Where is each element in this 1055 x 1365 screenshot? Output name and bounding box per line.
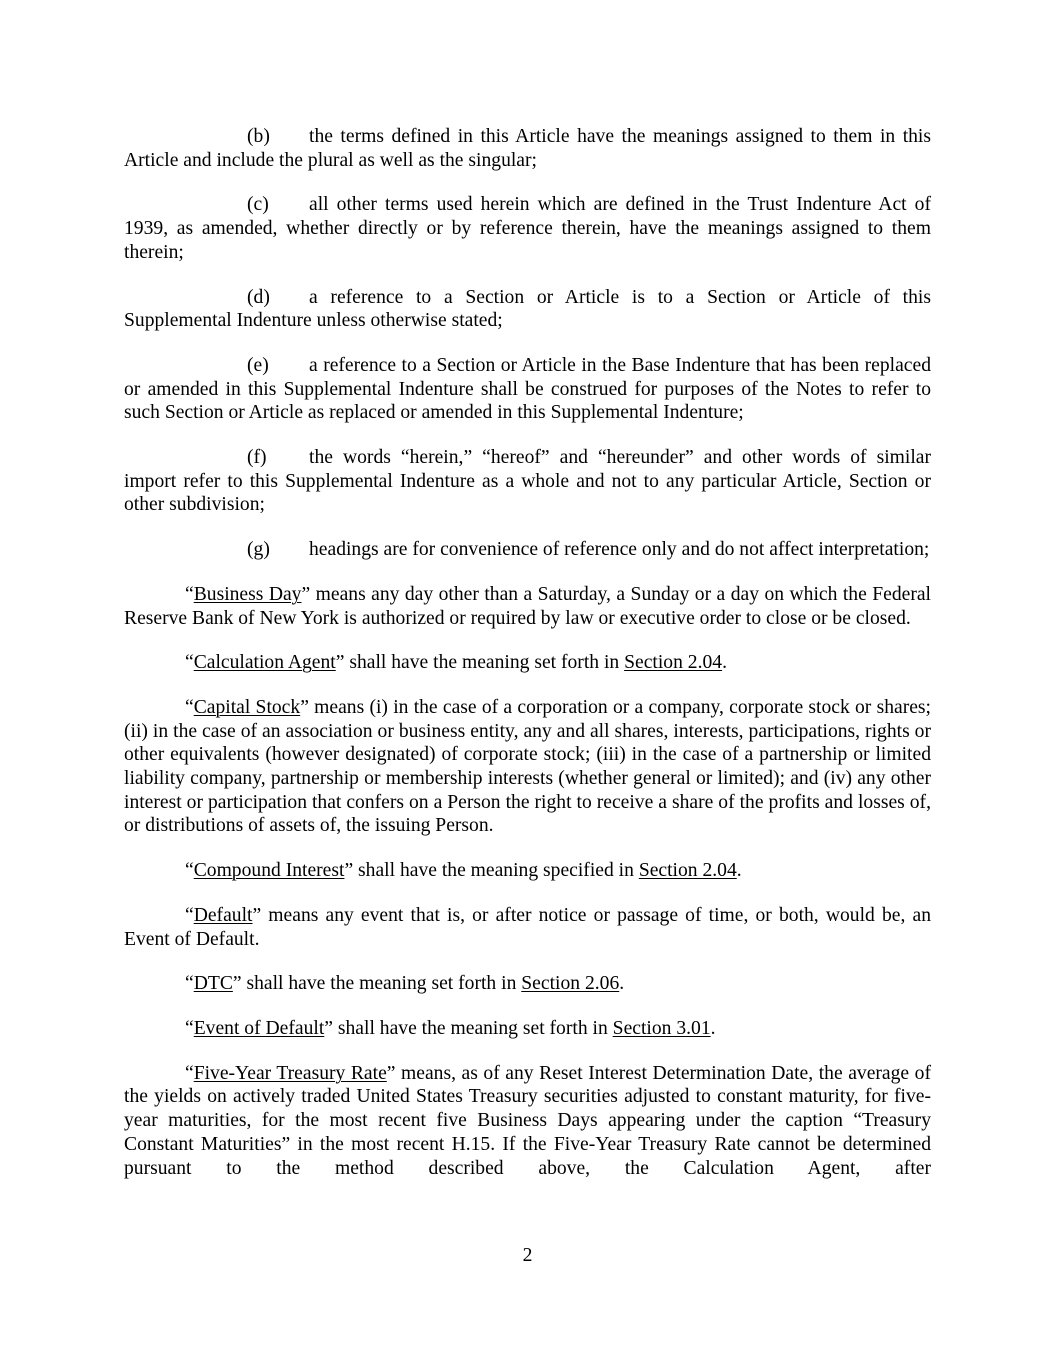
definition-business-day bbox=[124, 583, 931, 630]
defined-term: Calculation Agent bbox=[193, 652, 336, 674]
clause-text: a reference to a Section or Article in the Base Indenture that has been replaced or amended in this Supplemental Indenture shall be construed for purposes of the Notes to refer to such Section or Article as replaced or amended in this Supplemental Indenture; bbox=[124, 354, 931, 424]
section-reference: Section 2.06 bbox=[521, 973, 620, 995]
definition-text: ” means any day other than a Saturday, a Sunday or a day on which the Federal Reserve Bank of New York is authorized or required by law or executive order to close or be closed. bbox=[124, 583, 931, 629]
open-quote: “ bbox=[185, 652, 194, 674]
definition-default bbox=[124, 904, 931, 951]
definition-end: . bbox=[619, 973, 625, 995]
defined-term: DTC bbox=[193, 973, 233, 995]
definition-five-year-treasury-rate bbox=[124, 1062, 931, 1181]
defined-term: Compound Interest bbox=[193, 860, 345, 882]
definition-event-of-default bbox=[124, 1017, 931, 1041]
clause-text: headings are for convenience of reference only and do not affect interpretation; bbox=[309, 539, 930, 561]
definition-text: ” shall have the meaning set forth in bbox=[335, 652, 625, 674]
section-reference: Section 3.01 bbox=[612, 1017, 711, 1039]
definition-text: ” shall have the meaning set forth in bbox=[324, 1017, 613, 1039]
definition-compound-interest bbox=[124, 859, 931, 883]
open-quote: “ bbox=[185, 1062, 194, 1084]
open-quote: “ bbox=[185, 904, 194, 926]
clause-text: a reference to a Section or Article is to a Section or Article of this Supplemental Indenture unless otherwise stated; bbox=[124, 286, 931, 332]
clause-e bbox=[124, 354, 931, 425]
section-reference: Section 2.04 bbox=[638, 860, 737, 882]
open-quote: “ bbox=[185, 973, 194, 995]
definition-text: ” means, as of any Reset Interest Determination Date, the average of the yields on actively traded United States Treasury securities adjusted to constant maturity, for five-year maturities, for the most recent five Business Days appearing under the caption “Treasury Constant Maturities” in the most recent H.15. If the Five-Year Treasury Rate cannot be determined pursuant to the method described above, the Calculation Agent, after bbox=[124, 1062, 931, 1179]
defined-term: Event of Default bbox=[193, 1017, 325, 1039]
clause-label: (b) bbox=[247, 126, 270, 147]
definition-end: . bbox=[736, 860, 742, 882]
definition-text: ” means (i) in the case of a corporation or a company, corporate stock or shares; (ii) in the case of an association or business entity, any and all shares, interests, participations, rights or other equivalents (however designated) of corporate stock; (iii) in the case of a partnership or limited liability company, partnership or membership interests (whether general or limited); and (iv) any other interest or participation that confers on a Person the right to receive a share of the profits and losses of, or distributions of assets of, the issuing Person. bbox=[124, 696, 931, 837]
clause-c bbox=[124, 193, 931, 264]
clause-label: (g) bbox=[247, 539, 270, 561]
open-quote: “ bbox=[185, 583, 194, 605]
definition-end: . bbox=[710, 1017, 716, 1039]
clause-text: the words “herein,” “hereof” and “hereunder” and other words of similar import refer to this Supplemental Indenture as a whole and not to any particular Article, Section or other subdivision; bbox=[124, 447, 931, 516]
clause-b bbox=[124, 125, 931, 172]
definition-calculation-agent bbox=[124, 651, 931, 675]
definition-end: . bbox=[722, 652, 727, 674]
clause-label: (e) bbox=[247, 354, 269, 376]
page-number: 2 bbox=[522, 1245, 533, 1266]
defined-term: Capital Stock bbox=[193, 696, 301, 718]
clause-label: (c) bbox=[247, 194, 269, 216]
open-quote: “ bbox=[185, 860, 194, 882]
definition-text: ” means any event that is, or after notice or passage of time, or both, would be, an Event of Default. bbox=[124, 904, 931, 950]
clause-g bbox=[124, 538, 931, 562]
clause-text: all other terms used herein which are defined in the Trust Indenture Act of 1939, as amended, whether directly or by reference therein, have the meanings assigned to them therein; bbox=[124, 194, 931, 263]
open-quote: “ bbox=[185, 1017, 194, 1039]
defined-term: Five-Year Treasury Rate bbox=[193, 1062, 387, 1084]
definition-capital-stock bbox=[124, 696, 931, 838]
defined-term: Default bbox=[193, 904, 253, 926]
defined-term: Business Day bbox=[193, 583, 302, 605]
definition-text: ” shall have the meaning set forth in bbox=[232, 973, 522, 995]
clause-d bbox=[124, 286, 931, 333]
clause-label: (f) bbox=[247, 447, 267, 469]
section-reference: Section 2.04 bbox=[624, 652, 723, 674]
clause-label: (d) bbox=[247, 286, 270, 308]
clause-text: the terms defined in this Article have the meanings assigned to them in this Article and include the plural as well as the singular; bbox=[124, 126, 931, 171]
clause-f bbox=[124, 446, 931, 517]
definition-dtc bbox=[124, 972, 931, 996]
definition-text: ” shall have the meaning specified in bbox=[344, 860, 639, 882]
open-quote: “ bbox=[185, 696, 194, 718]
document-page bbox=[124, 125, 931, 1201]
